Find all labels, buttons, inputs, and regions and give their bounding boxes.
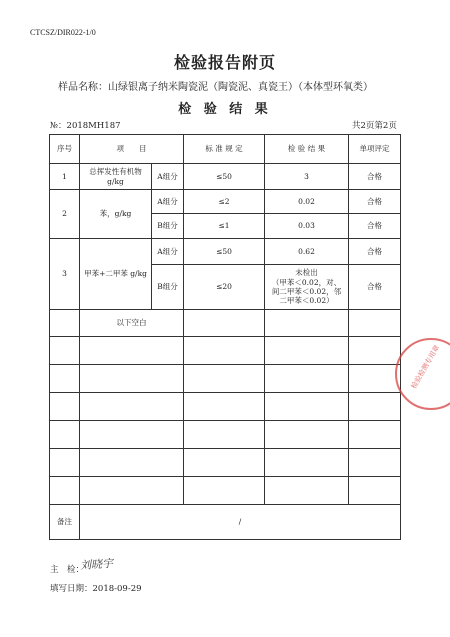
- sample-name: 样品名称：山绿银离子纳米陶瓷泥（陶瓷泥、真瓷王）（本体型环氧类）: [58, 82, 373, 93]
- page-info: 共2页第2页: [352, 121, 397, 131]
- empty-row: [50, 421, 401, 449]
- section-subtitle: 检 验 结 果: [178, 102, 272, 117]
- header-item: 项 目: [80, 135, 184, 164]
- fill-date: 填写日期：2018-09-29: [50, 584, 142, 594]
- header-no: 序号: [50, 135, 80, 164]
- row-number: 2: [50, 190, 80, 239]
- row-standard: ≤1: [184, 214, 265, 239]
- document-code: CTCSZ/DIR022-1/0: [30, 28, 96, 37]
- header-standard: 标 准 规 定: [184, 135, 265, 164]
- stamp-text: 检验检测专用章: [409, 343, 442, 391]
- row-number: 3: [50, 239, 80, 310]
- row-group: A组分: [152, 190, 184, 214]
- row-result: 3: [265, 164, 349, 190]
- row-number: 1: [50, 164, 80, 190]
- table-row: [50, 239, 401, 265]
- row-judge: 合格: [349, 239, 401, 265]
- remarks-label: 备注: [50, 505, 80, 540]
- row-judge: 合格: [349, 214, 401, 239]
- official-seal-stamp: [395, 338, 450, 410]
- empty-row: [50, 337, 401, 365]
- header-result: 检 验 结 果: [265, 135, 349, 164]
- row-result: 0.03: [265, 214, 349, 239]
- result-line: 二甲苯＜0.02）: [279, 296, 334, 306]
- row-judge: 合格: [349, 265, 401, 310]
- row-result: 0.02: [265, 190, 349, 214]
- table-row: [50, 190, 401, 214]
- result-line: （甲苯＜0.02，对、: [271, 277, 342, 287]
- row-item: 总挥发性有机物 g/kg: [80, 164, 152, 190]
- row-result: 0.62: [265, 239, 349, 265]
- table-row: [50, 164, 401, 190]
- empty-row: [50, 393, 401, 421]
- row-group: B组分: [152, 265, 184, 310]
- document-number: №：2018MH187: [50, 121, 121, 131]
- row-standard: ≤2: [184, 190, 265, 214]
- row-result-multiline: [265, 265, 349, 310]
- row-judge: 合格: [349, 164, 401, 190]
- blank-note-row: [50, 310, 401, 337]
- header-judge: 单项评定: [349, 135, 401, 164]
- results-table: [49, 134, 401, 540]
- row-judge: 合格: [349, 190, 401, 214]
- result-line: 间二甲苯＜0.02，邻: [271, 287, 342, 296]
- blank-note: 以下空白: [80, 310, 184, 337]
- table-header-row: [50, 135, 401, 164]
- row-standard: ≤50: [184, 239, 265, 265]
- inspector-label: 主 检：: [50, 565, 85, 575]
- empty-row: [50, 477, 401, 505]
- row-item: 甲苯+二甲苯 g/kg: [80, 239, 152, 310]
- row-standard: ≤50: [184, 164, 265, 190]
- empty-row: [50, 365, 401, 393]
- result-line: 未检出: [295, 268, 318, 278]
- remarks-value: /: [80, 505, 401, 540]
- remarks-row: [50, 505, 401, 540]
- row-standard: ≤20: [184, 265, 265, 310]
- inspector-signature: 刘晓宇: [79, 556, 114, 573]
- row-group: B组分: [152, 214, 184, 239]
- page-title: 检验报告附页: [173, 53, 276, 72]
- row-group: A组分: [152, 164, 184, 190]
- row-item: 苯，g/kg: [80, 190, 152, 239]
- empty-row: [50, 449, 401, 477]
- row-group: A组分: [152, 239, 184, 265]
